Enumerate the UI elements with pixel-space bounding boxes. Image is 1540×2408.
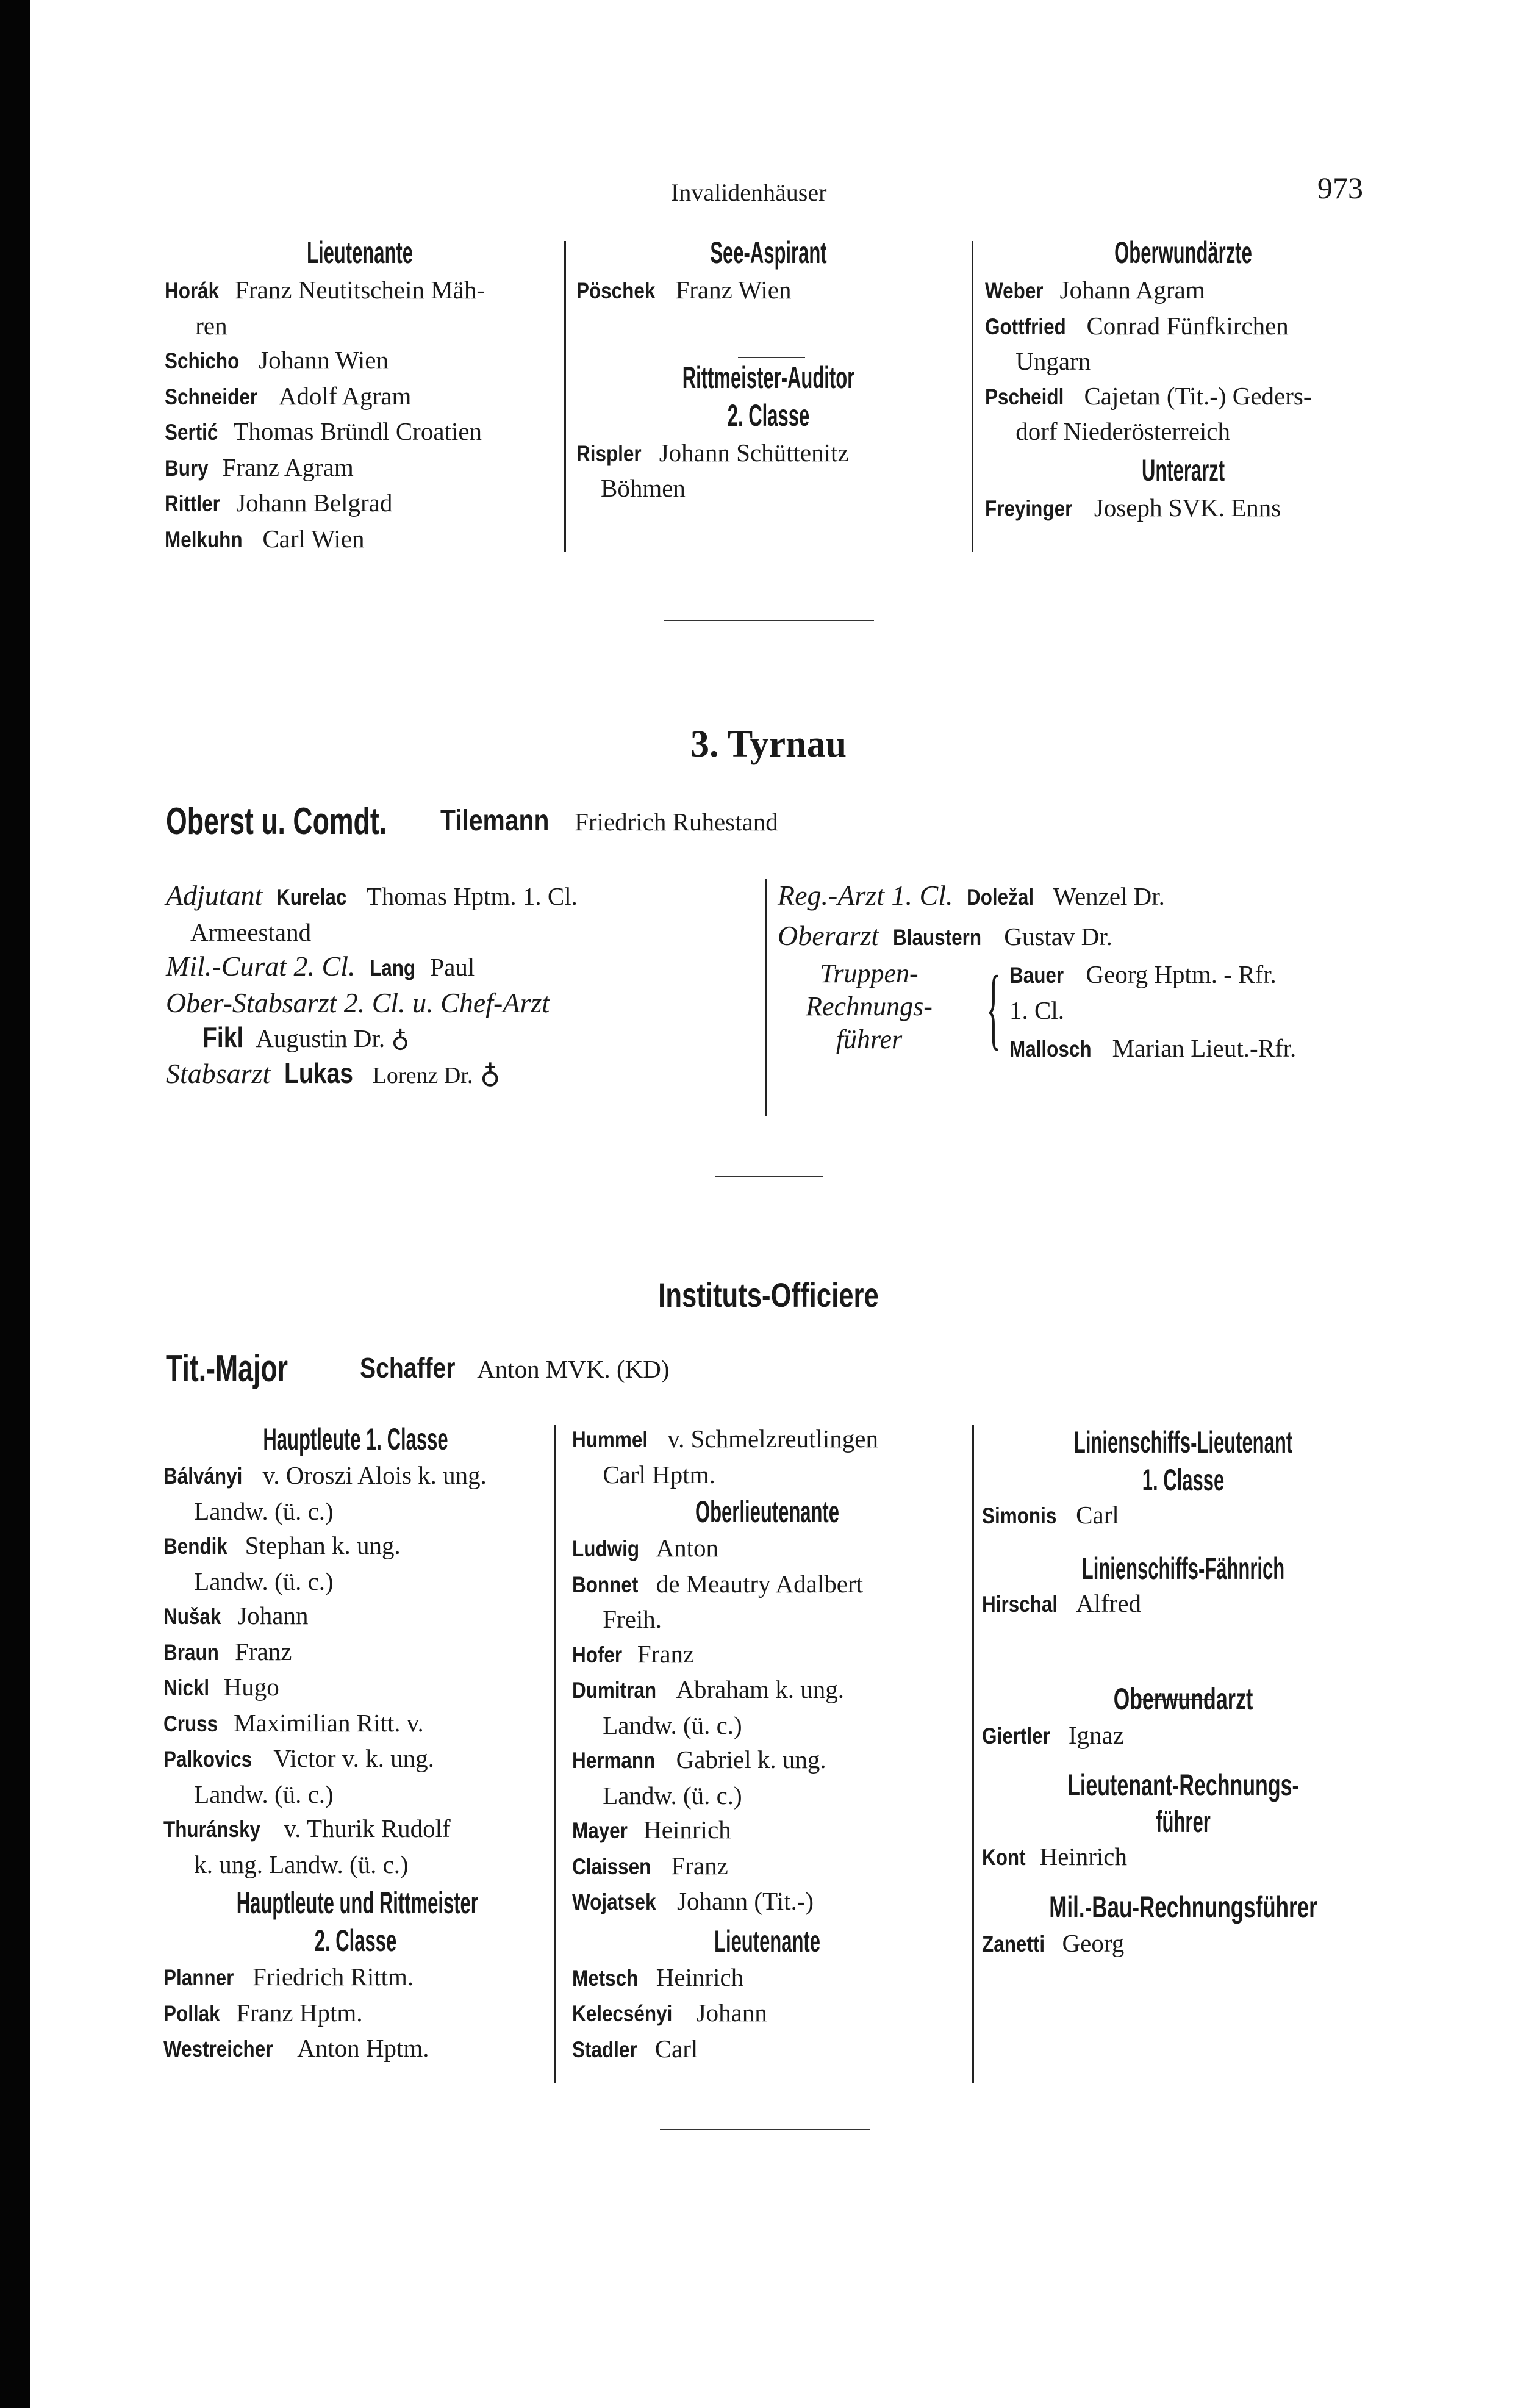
staff-line: Oberarzt Blaustern Gustav Dr. xyxy=(778,919,1112,951)
section-heading: Lieutenante xyxy=(714,1924,820,1958)
list-item: Hirschal Alfred xyxy=(982,1589,1142,1617)
commander-label: Oberst u. Comdt. xyxy=(166,800,387,843)
list-item: Hermann Gabriel k. ung. xyxy=(572,1745,826,1774)
list-item: Weber Johann Agram xyxy=(985,276,1205,304)
list-item: Ungarn xyxy=(1015,347,1091,375)
decoration-icon: ♁ xyxy=(391,1024,410,1052)
list-item: Rispler Johann Schüttenitz xyxy=(576,438,849,467)
list-item: Hofer Franz xyxy=(572,1639,695,1668)
inst-col-hauptleute xyxy=(163,1421,548,2067)
list-item: Kont Heinrich xyxy=(982,1842,1127,1871)
section-heading: Oberwundarzt xyxy=(1113,1682,1253,1716)
list-item: Freih. xyxy=(603,1605,662,1633)
list-item: Kelecsényi Johann xyxy=(572,1999,767,2027)
list-item: Westreicher Anton Hptm. xyxy=(163,2034,429,2062)
list-item: Freyinger Joseph SVK. Enns xyxy=(985,493,1281,522)
column-rule xyxy=(554,1425,556,2083)
list-item: ren xyxy=(195,311,227,340)
top-col-lieutenante xyxy=(165,235,555,557)
section-heading: Mil.-Bau-Rechnungsführer xyxy=(1049,1890,1317,1924)
staff-line: Adjutant Kurelac Thomas Hptm. 1. Cl. xyxy=(166,880,578,911)
list-item: Zanetti Georg xyxy=(982,1929,1125,1957)
staff-line: Fikl Augustin Dr. ♁ xyxy=(202,1021,410,1053)
list-item: Stadler Carl xyxy=(572,2034,698,2063)
list-item: Pöschek Franz Wien xyxy=(576,276,792,304)
list-item: Landw. (ü. c.) xyxy=(194,1780,334,1808)
staff-line-continuation: Armeestand xyxy=(190,918,312,946)
list-item: Horák Franz Neutitschein Mäh- xyxy=(165,276,485,304)
list-item: Dumitran Abraham k. ung. xyxy=(572,1675,844,1703)
staff-line: Reg.-Arzt 1. Cl. Doležal Wenzel Dr. xyxy=(778,880,1165,911)
list-item: Thuránsky v. Thurik Rudolf xyxy=(163,1814,451,1842)
list-item: Bendik Stephan k. ung. xyxy=(163,1531,401,1559)
section-divider xyxy=(660,2129,870,2130)
list-item: Gottfried Conrad Fünfkirchen xyxy=(985,311,1289,340)
column-rule xyxy=(972,241,973,552)
top-col-oberwundaerzte xyxy=(985,235,1381,526)
list-item: Landw. (ü. c.) xyxy=(194,1567,334,1595)
section-heading: Hauptleute und Rittmeister xyxy=(236,1886,478,1920)
list-item: Bury Franz Agram xyxy=(165,453,354,481)
list-item: k. ung. Landw. (ü. c.) xyxy=(194,1850,409,1878)
list-item: Cruss Maximilian Ritt. v. xyxy=(163,1708,424,1737)
list-item: Pscheidl Cajetan (Tit.-) Geders- xyxy=(985,381,1312,410)
section-heading: 2. Classe xyxy=(314,1924,397,1958)
list-item: Sertić Thomas Bründl Croatien xyxy=(165,417,482,445)
divider xyxy=(738,357,805,358)
major-name: Schaffer xyxy=(360,1352,456,1384)
section-title: 3. Tyrnau xyxy=(690,724,847,765)
section-heading: 2. Classe xyxy=(727,398,810,433)
commander-line: Oberst u. Comdt. Tilemann Friedrich Ruhestand xyxy=(166,800,778,843)
list-item: Giertler Ignaz xyxy=(982,1721,1124,1749)
section-heading: führer xyxy=(1156,1804,1211,1839)
section-divider xyxy=(715,1176,823,1177)
section-heading: Lieutenante xyxy=(307,235,413,270)
section-heading: Oberwundärzte xyxy=(1114,235,1252,270)
list-item: Schicho Johann Wien xyxy=(165,346,389,374)
list-item: Nickl Hugo xyxy=(163,1673,279,1701)
list-item: Schneider Adolf Agram xyxy=(165,381,412,410)
tyrnau-left xyxy=(166,879,757,1093)
section-heading: Unterarzt xyxy=(1141,453,1225,487)
section-heading: Oberlieutenante xyxy=(695,1495,839,1529)
section-divider xyxy=(664,620,874,621)
list-item: Ludwig Anton xyxy=(572,1534,718,1562)
brace: { xyxy=(986,957,1001,1058)
list-item: Rittler Johann Belgrad xyxy=(165,489,393,517)
section-heading: Lieutenant-Rechnungs- xyxy=(1067,1767,1299,1802)
section-heading: See-Aspirant xyxy=(710,235,827,270)
list-item: Claissen Franz xyxy=(572,1851,728,1880)
list-item: Hummel v. Schmelzreutlingen xyxy=(572,1425,878,1453)
list-item: Carl Hptm. xyxy=(603,1460,715,1489)
list-item: Planner Friedrich Rittm. xyxy=(163,1963,414,1991)
list-item: Mayer Heinrich xyxy=(572,1816,731,1844)
list-item-continuation: 1. Cl. xyxy=(1009,996,1064,1024)
tyrnau-right xyxy=(778,879,1381,1067)
list-item: dorf Niederösterreich xyxy=(1015,417,1230,445)
column-rule xyxy=(972,1425,974,2083)
list-item: Landw. (ü. c.) xyxy=(194,1497,334,1525)
section-heading: Linienschiffs-Fähnrich xyxy=(1081,1551,1285,1586)
list-item: Melkuhn Carl Wien xyxy=(165,524,365,553)
list-item-continuation: Böhmen xyxy=(601,474,686,502)
list-item: Wojatsek Johann (Tit.-) xyxy=(572,1887,814,1915)
staff-line: Mil.-Curat 2. Cl. Lang Paul xyxy=(166,951,475,982)
inst-col-marine xyxy=(982,1425,1384,1962)
section-heading: Linienschiffs-Lieutenant xyxy=(1073,1425,1293,1459)
list-item: Simonis Carl xyxy=(982,1501,1119,1529)
list-item: Landw. (ü. c.) xyxy=(603,1781,742,1810)
section-title: Instituts-Officiere xyxy=(658,1276,879,1314)
running-header: Invalidenhäuser xyxy=(671,179,827,206)
scan-edge-bar xyxy=(0,0,30,2408)
column-rule xyxy=(765,879,767,1116)
section-heading: Hauptleute 1. Classe xyxy=(263,1422,448,1456)
list-item: Braun Franz xyxy=(163,1637,292,1666)
commander-name: Tilemann xyxy=(440,805,550,837)
inst-col-oberlieutenante xyxy=(572,1421,962,2067)
section-heading: 1. Classe xyxy=(1142,1463,1225,1497)
list-item: Bálványi v. Oroszi Alois k. ung. xyxy=(163,1461,487,1489)
page-number: 973 xyxy=(1317,171,1363,205)
section-heading: Rittmeister-Auditor xyxy=(682,360,855,395)
truppen-list xyxy=(1009,957,1296,1067)
staff-label: Ober-Stabsarzt 2. Cl. u. Chef-Arzt xyxy=(166,987,550,1018)
list-item: Landw. (ü. c.) xyxy=(603,1711,742,1739)
decoration-icon: ♁ xyxy=(479,1057,501,1089)
staff-line: Stabsarzt Lukas Lorenz Dr. ♁ xyxy=(166,1057,501,1089)
list-item: Mallosch Marian Lieut.-Rfr. xyxy=(1009,1034,1297,1062)
list-item: Bauer Georg Hptm. - Rfr. xyxy=(1009,960,1277,988)
column-rule xyxy=(564,241,566,552)
truppen-block xyxy=(778,957,1381,1067)
list-item: Nušak Johann xyxy=(163,1601,309,1630)
major-label: Tit.-Major xyxy=(166,1348,288,1390)
list-item: Bonnet de Meautry Adalbert xyxy=(572,1569,863,1598)
list-item: Metsch Heinrich xyxy=(572,1963,744,1991)
major-line: Tit.-Major Schaffer Anton MVK. (KD) xyxy=(166,1348,670,1390)
truppen-label: Truppen- Rechnungs- führer xyxy=(806,958,933,1054)
list-item: Pollak Franz Hptm. xyxy=(163,1998,363,2027)
list-item: Palkovics Victor v. k. ung. xyxy=(163,1744,434,1772)
top-col-see-aspirant xyxy=(576,235,961,506)
